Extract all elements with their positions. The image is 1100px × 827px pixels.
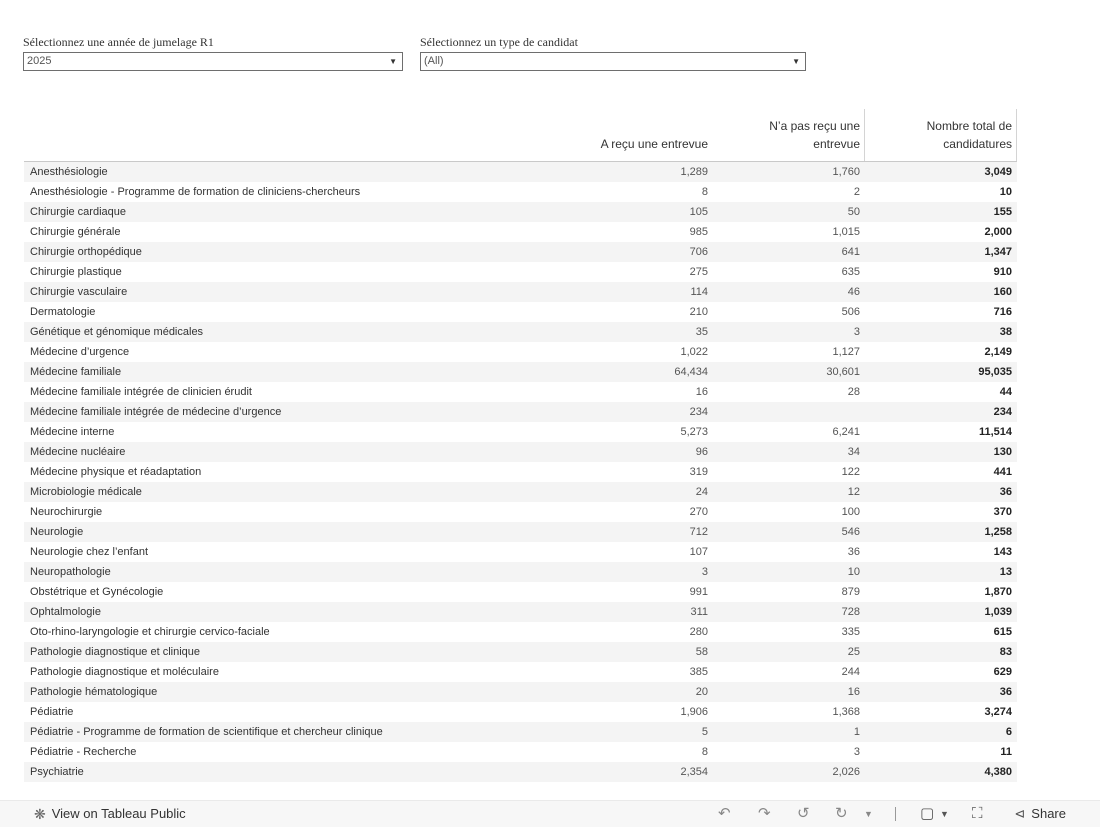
not-interviewed-count: 506 — [841, 306, 860, 318]
not-interviewed-count: 6,241 — [832, 426, 860, 438]
table-row[interactable] — [24, 262, 1017, 282]
table-row[interactable] — [24, 542, 1017, 562]
specialty-name: Chirurgie vasculaire — [30, 286, 128, 298]
table-row[interactable] — [24, 662, 1017, 682]
interviewed-count: 210 — [689, 306, 708, 318]
table-body — [24, 162, 1017, 782]
share-icon: ⊲ — [1014, 806, 1026, 821]
interviewed-count: 270 — [689, 506, 708, 518]
table-row[interactable] — [24, 162, 1017, 182]
interviewed-count: 712 — [689, 526, 708, 538]
specialty-name: Neurochirurgie — [30, 506, 103, 518]
interviewed-count: 319 — [689, 466, 708, 478]
specialty-name: Dermatologie — [30, 306, 96, 318]
total-count: 83 — [999, 646, 1012, 658]
total-count: 38 — [999, 326, 1012, 338]
interviewed-count: 5 — [701, 726, 708, 738]
not-interviewed-count: 100 — [841, 506, 860, 518]
specialty-name: Neurologie chez l’enfant — [30, 546, 149, 558]
view-on-tableau-label: View on Tableau Public — [51, 806, 186, 821]
table-row[interactable] — [24, 362, 1017, 382]
not-interviewed-count: 1 — [853, 726, 860, 738]
revert-icon[interactable]: ↺ — [797, 805, 810, 822]
total-count: 36 — [999, 686, 1012, 698]
total-count: 95,035 — [978, 366, 1012, 378]
not-interviewed-count: 16 — [847, 686, 860, 698]
candidate-filter-label: Sélectionnez un type de candidat — [420, 35, 578, 49]
table-row[interactable] — [24, 222, 1017, 242]
table-row[interactable] — [24, 742, 1017, 762]
table-row[interactable] — [24, 282, 1017, 302]
table-header — [24, 109, 1017, 162]
specialty-name: Génétique et génomique médicales — [30, 326, 204, 338]
view-on-tableau-link[interactable] — [34, 806, 186, 822]
table-row[interactable] — [24, 422, 1017, 442]
specialty-name: Médecine d’urgence — [30, 346, 130, 358]
candidate-select[interactable] — [420, 52, 806, 71]
not-interviewed-count: 50 — [847, 206, 860, 218]
total-count: 155 — [993, 206, 1012, 218]
not-interviewed-count: 1,127 — [832, 346, 860, 358]
table-row[interactable] — [24, 382, 1017, 402]
interviewed-count: 1,022 — [680, 346, 708, 358]
specialty-name: Obstétrique et Gynécologie — [30, 586, 164, 598]
header-not-interviewed[interactable]: N’a pas reçu une entrevue — [769, 119, 860, 151]
interviewed-count: 991 — [689, 586, 708, 598]
total-count: 11,514 — [978, 426, 1012, 438]
not-interviewed-count: 1,015 — [832, 226, 860, 238]
specialty-name: Pathologie hématologique — [30, 686, 158, 698]
year-select[interactable] — [23, 52, 403, 71]
not-interviewed-count: 728 — [841, 606, 860, 618]
data-table — [24, 109, 1017, 782]
table-row[interactable] — [24, 562, 1017, 582]
interviewed-count: 385 — [689, 666, 708, 678]
specialty-name: Chirurgie cardiaque — [30, 206, 126, 218]
table-row[interactable] — [24, 322, 1017, 342]
total-count: 716 — [993, 306, 1012, 318]
interviewed-count: 64,434 — [674, 366, 708, 378]
table-row[interactable] — [24, 722, 1017, 742]
table-row[interactable] — [24, 242, 1017, 262]
interviewed-count: 107 — [689, 546, 708, 558]
interviewed-count: 275 — [689, 266, 708, 278]
table-row[interactable] — [24, 642, 1017, 662]
tableau-toolbar — [0, 800, 1100, 827]
interviewed-count: 1,289 — [680, 166, 708, 178]
specialty-name: Médecine familiale — [30, 366, 122, 378]
table-row[interactable] — [24, 502, 1017, 522]
interviewed-count: 96 — [695, 446, 708, 458]
not-interviewed-count: 122 — [841, 466, 860, 478]
not-interviewed-count: 641 — [841, 246, 860, 258]
not-interviewed-count: 46 — [847, 286, 860, 298]
interviewed-count: 706 — [689, 246, 708, 258]
specialty-name: Médecine interne — [30, 426, 115, 438]
total-count: 3,049 — [984, 166, 1012, 178]
dropdown-arrow-icon: ▼ — [792, 57, 800, 66]
total-count: 370 — [993, 506, 1012, 518]
year-filter — [23, 34, 403, 71]
not-interviewed-count: 30,601 — [826, 366, 860, 378]
refresh-icon[interactable]: ↻ — [835, 805, 848, 822]
not-interviewed-count: 1,760 — [832, 166, 860, 178]
header-interviewed[interactable]: A reçu une entrevue — [600, 137, 708, 151]
share-button[interactable] — [1014, 806, 1066, 822]
specialty-name: Médecine physique et réadaptation — [30, 466, 202, 478]
not-interviewed-count: 879 — [841, 586, 860, 598]
total-count: 441 — [993, 466, 1012, 478]
total-count: 130 — [993, 446, 1012, 458]
interviewed-count: 114 — [690, 286, 708, 298]
undo-icon[interactable]: ↶ — [718, 805, 731, 822]
specialty-name: Pédiatrie - Programme de formation de scientifique et chercheur clinique — [30, 726, 383, 738]
not-interviewed-count: 1,368 — [832, 706, 860, 718]
candidate-filter — [420, 34, 806, 71]
not-interviewed-count: 10 — [847, 566, 860, 578]
total-count: 143 — [993, 546, 1012, 558]
specialty-name: Ophtalmologie — [30, 606, 101, 618]
not-interviewed-count: 3 — [853, 746, 860, 758]
specialty-name: Pédiatrie - Recherche — [30, 746, 137, 758]
specialty-name: Médecine familiale intégrée de clinicien érudit — [30, 386, 252, 398]
not-interviewed-count: 2 — [853, 186, 860, 198]
total-count: 160 — [993, 286, 1012, 298]
specialty-name: Médecine nucléaire — [30, 446, 126, 458]
interviewed-count: 2,354 — [680, 766, 708, 778]
table-row[interactable] — [24, 582, 1017, 602]
total-count: 615 — [993, 626, 1012, 638]
not-interviewed-count: 244 — [841, 666, 860, 678]
table-row[interactable] — [24, 482, 1017, 502]
interviewed-count: 3 — [701, 566, 708, 578]
total-count: 1,039 — [984, 606, 1012, 618]
table-row[interactable] — [24, 442, 1017, 462]
table-row[interactable] — [24, 462, 1017, 482]
interviewed-count: 1,906 — [680, 706, 708, 718]
not-interviewed-count: 335 — [841, 626, 860, 638]
table-row[interactable] — [24, 682, 1017, 702]
specialty-name: Pédiatrie — [30, 706, 74, 718]
total-count: 1,347 — [984, 246, 1012, 258]
total-count: 1,870 — [984, 586, 1012, 598]
interviewed-count: 280 — [689, 626, 708, 638]
table-row[interactable] — [24, 702, 1017, 722]
total-count: 2,149 — [984, 346, 1012, 358]
interviewed-count: 35 — [695, 326, 708, 338]
interviewed-count: 8 — [701, 746, 708, 758]
specialty-name: Oto-rhino-laryngologie et chirurgie cervico-faciale — [30, 626, 270, 638]
specialty-name: Chirurgie plastique — [30, 266, 122, 278]
redo-icon[interactable]: ↷ — [758, 805, 771, 822]
interviewed-count: 985 — [689, 226, 708, 238]
total-count: 3,274 — [984, 706, 1012, 718]
toolbar-separator — [895, 807, 896, 821]
total-count: 910 — [993, 266, 1012, 278]
total-count: 36 — [999, 486, 1012, 498]
interviewed-count: 5,273 — [680, 426, 708, 438]
not-interviewed-count: 2,026 — [832, 766, 860, 778]
specialty-name: Chirurgie générale — [30, 226, 121, 238]
not-interviewed-count: 36 — [847, 546, 860, 558]
table-row[interactable] — [24, 342, 1017, 362]
specialty-name: Médecine familiale intégrée de médecine d’urgence — [30, 406, 282, 418]
candidate-select-value: (All) — [424, 55, 444, 67]
total-count: 6 — [1005, 726, 1012, 738]
not-interviewed-count: 28 — [847, 386, 860, 398]
not-interviewed-count: 3 — [853, 326, 860, 338]
total-count: 629 — [993, 666, 1012, 678]
total-count: 1,258 — [984, 526, 1012, 538]
total-count: 2,000 — [984, 226, 1012, 238]
interviewed-count: 16 — [695, 386, 708, 398]
interviewed-count: 105 — [689, 206, 708, 218]
total-count: 44 — [999, 386, 1012, 398]
specialty-name: Pathologie diagnostique et moléculaire — [30, 666, 219, 678]
comment-menu-caret-icon[interactable]: ▼ — [940, 809, 949, 819]
specialty-name: Microbiologie médicale — [30, 486, 142, 498]
total-count: 13 — [999, 566, 1012, 578]
tableau-logo-icon: ❋ — [34, 806, 46, 822]
total-count: 4,380 — [984, 766, 1012, 778]
total-count: 11 — [1000, 746, 1012, 758]
share-label: Share — [1031, 806, 1066, 821]
year-select-value: 2025 — [27, 55, 52, 67]
table-row[interactable] — [24, 622, 1017, 642]
year-filter-label: Sélectionnez une année de jumelage R1 — [23, 35, 214, 49]
specialty-name: Chirurgie orthopédique — [30, 246, 142, 258]
specialty-name: Neuropathologie — [30, 566, 111, 578]
fullscreen-icon[interactable]: ⛶ — [972, 805, 983, 822]
table-row[interactable] — [24, 202, 1017, 222]
table-row[interactable] — [24, 302, 1017, 322]
interviewed-count: 234 — [689, 406, 708, 418]
not-interviewed-count: 546 — [841, 526, 860, 538]
not-interviewed-count: 25 — [847, 646, 860, 658]
interviewed-count: 20 — [695, 686, 708, 698]
not-interviewed-count: 34 — [847, 446, 860, 458]
refresh-menu-caret-icon[interactable]: ▼ — [864, 809, 873, 819]
specialty-name: Anesthésiologie - Programme de formation de cliniciens-chercheurs — [30, 186, 361, 198]
specialty-name: Neurologie — [30, 526, 84, 538]
specialty-name: Anesthésiologie — [30, 166, 108, 178]
interviewed-count: 8 — [701, 186, 708, 198]
interviewed-count: 311 — [690, 606, 708, 618]
table-row[interactable] — [24, 602, 1017, 622]
not-interviewed-count: 12 — [847, 486, 860, 498]
table-row[interactable] — [24, 762, 1017, 782]
interviewed-count: 58 — [695, 646, 708, 658]
dropdown-arrow-icon: ▼ — [389, 57, 397, 66]
comment-icon[interactable]: ▢ — [920, 805, 935, 822]
header-total[interactable]: Nombre total de candidatures — [926, 119, 1012, 151]
total-count: 234 — [993, 406, 1012, 418]
table-row[interactable] — [24, 402, 1017, 422]
interviewed-count: 24 — [695, 486, 708, 498]
specialty-name: Pathologie diagnostique et clinique — [30, 646, 201, 658]
not-interviewed-count: 635 — [841, 266, 860, 278]
total-count: 10 — [999, 186, 1012, 198]
table-row[interactable] — [24, 182, 1017, 202]
specialty-name: Psychiatrie — [30, 766, 84, 778]
table-row[interactable] — [24, 522, 1017, 542]
